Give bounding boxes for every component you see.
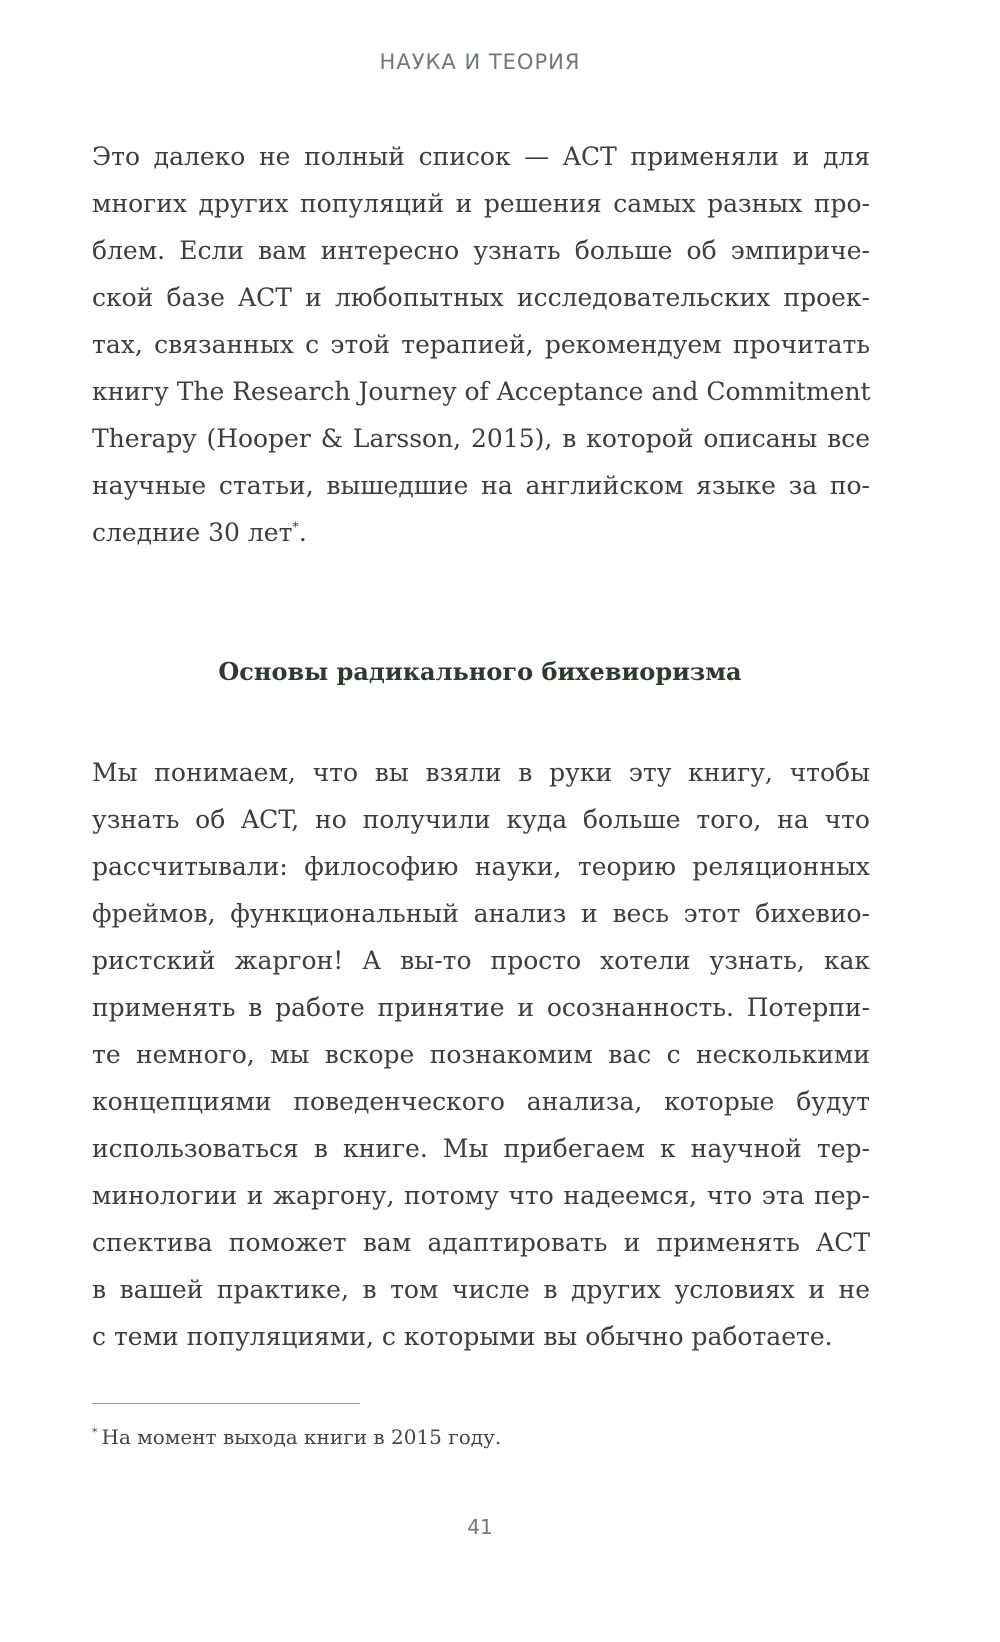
text-line: спектива поможет вам адаптировать и применять ACT [92, 1228, 870, 1257]
text-line: Therapy (Hooper & Larsson, 2015), в которой описаны все [92, 424, 870, 453]
paragraph-radical-behaviorism [92, 749, 870, 1360]
text-line: тах, связанных с этой терапией, рекомендуем прочитать [92, 330, 870, 359]
text-line: минологии и жаргону, потому что надеемся, что эта пер- [92, 1181, 870, 1210]
paragraph-intro [92, 133, 870, 556]
text-line: научные статьи, вышедшие на английском языке за по- [92, 471, 870, 500]
sentence-end: . [298, 518, 307, 547]
text-line: в вашей практике, в том числе в других условиях и не [92, 1275, 870, 1304]
text-line: использоваться в книге. Мы прибегаем к научной тер- [92, 1134, 870, 1163]
text-line: ской базе ACT и любопытных исследовательских проек- [92, 283, 870, 312]
text-line: применять в работе принятие и осознанность. Потерпи- [92, 993, 870, 1022]
running-head: НАУКА И ТЕОРИЯ [379, 50, 581, 74]
text-line: книгу The Research Journey of Acceptance and Commitment [92, 377, 871, 406]
text-line: многих других популяций и решения самых разных про- [92, 189, 870, 218]
text-line: концепциями поведенческого анализа, которые будут [92, 1087, 870, 1116]
text-line: Мы понимаем, что вы взяли в руки эту книгу, чтобы [92, 758, 870, 787]
text-line: ристский жаргон! А вы-то просто хотели узнать, как [92, 946, 870, 975]
page-number: 41 [467, 1515, 493, 1539]
footnote [92, 1425, 870, 1449]
text-line: Это далеко не полный список — ACT применяли и для [92, 142, 870, 171]
text-line: блем. Если вам интересно узнать больше об эмпириче- [92, 236, 870, 265]
text-line: те немного, мы вскоре познакомим вас с несколькими [92, 1040, 870, 1069]
text-line-fragment: следние 30 лет [92, 518, 293, 547]
footnote-marker: * [92, 1426, 98, 1440]
text-line-last: с теми популяциями, с которыми вы обычно работаете. [92, 1322, 833, 1351]
text-line: узнать об ACT, но получили куда больше того, на что [92, 805, 870, 834]
section-heading: Основы радикального бихевиоризма [218, 657, 742, 686]
footnote-reference: * [292, 520, 299, 536]
text-line: рассчитывали: философию науки, теорию реляционных [92, 852, 870, 881]
footnote-divider [92, 1403, 360, 1404]
text-line: фреймов, функциональный анализ и весь этот бихевио- [92, 899, 870, 928]
footnote-text: На момент выхода книги в 2015 году. [101, 1425, 502, 1449]
text-line-last [92, 509, 870, 556]
